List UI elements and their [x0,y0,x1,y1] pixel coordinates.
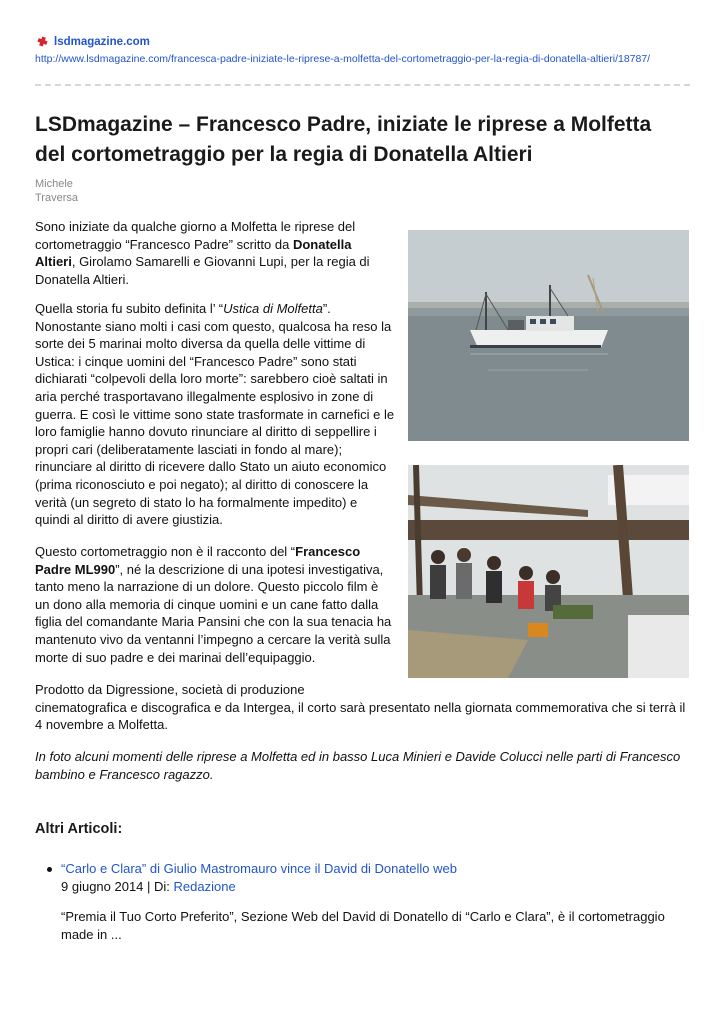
related-article-date: 9 giugno 2014 | Di: [61,878,174,894]
site-row [35,34,690,49]
related-article-author-link[interactable]: Redazione [173,878,236,894]
related-articles-list [35,860,695,943]
p4-text-b: cinematografica e discografica e da Intergea, il corto sarà presentato nella giornata commemorativa che si terrà il 4 novembre a Molfetta. [35,699,686,733]
site-header [35,34,690,66]
p1-bold-name: Donatella Altieri [35,236,352,270]
site-name-link[interactable]: lsdmagazine.com [54,35,150,48]
boat-scene [408,230,689,441]
p3-text-a: Questo cortometraggio non è il racconto del “ [35,544,296,559]
p4-text-a: Prodotto da Digressione, società di produzione [35,682,305,697]
article-title: LSDmagazine – Francesco Padre, iniziate le riprese a Molfetta del cortometraggio per la regia di Donatella Altieri [35,113,652,166]
p3-bold-boat: Francesco Padre ML990 [35,544,361,577]
p1-text-c: , Girolamo Samarelli e Giovanni Lupi, per la regia di Donatella Altieri. [35,254,370,287]
photo-fishing-boat [408,230,689,441]
p3-text-c: ”, né la descrizione di una ipotesi investigativa, tanto meno la narrazione di un dolore. Questo piccolo film è un dono alla memoria di cinque uomini e un cane fatto dalla figlia del comandante Maria Pansini che con la sua tenacia ha mantenuto vivo da ventanni l’impegno a cercare la verità sulla morte di suo padre e dei marinai dell’equipaggio. [35,561,392,665]
deck-scene [408,465,689,678]
photo-caption: In foto alcuni momenti delle riprese a Molfetta ed in basso Luca Minieri e Davide Colucci nelle parti di Francesco bambino e Francesco ragazzo. [35,749,681,782]
p2-italic-ustica: Ustica di Molfetta [223,301,323,316]
p1-text-a: Sono iniziate da qualche giorno a Molfetta le riprese del cortometraggio “Francesco Padre” scritto da [35,219,356,252]
p2-text-c: ”. Nonostante siano molti i casi com questo, qualcosa ha reso la sorte dei 5 marinai molto diversa da quella delle vittime di Ustica: i cinque uomini del “Francesco Padre” sono stati dichiarati “colpevoli della loro morte”: sarebbero cioè saltati in aria perché trasportavano illegalmente esplosivo in zone di guerra. E così le vittime sono state trasformate in carnefici e le loro famiglie hanno dovuto rinunciare al diritto di seppellire i propri cari (deliberatamente lasciati in fondo al mare); rinunciare al diritto di ricevere dallo Stato un aiuto economico (prima riconosciuto e poi negato); al diritto di conoscere la verità (un segreto di stato lo ha formalmente impedito) e quindi al diritto di avere giustizia. [35,301,395,528]
list-item [35,860,695,943]
p2-text-a: Quella storia fu subito definita l’ “ [35,301,224,316]
related-article-meta [61,878,695,896]
article-author: Michele Traversa [35,178,78,204]
paragraph-4 [35,681,695,734]
puzzle-icon [35,34,50,49]
site-url-link[interactable]: http://www.lsdmagazine.com/francesca-padre-iniziate-le-riprese-a-molfetta-del-cortometraggio-per-la-regia-di-donatella-altieri/18787/ [35,53,651,65]
bullet-icon [47,867,52,872]
paragraph-2 [35,300,395,529]
related-article-excerpt: “Premia il Tuo Corto Preferito”, Sezione Web del David di Donatello di “Carlo e Clara”, è il cortometraggio made in ... [61,909,665,942]
related-articles-heading: Altri Articoli: [35,821,123,837]
photo-filming-on-deck [408,465,689,678]
paragraph-1 [35,218,395,288]
header-divider [35,84,690,86]
paragraph-3 [35,543,395,666]
related-article-link[interactable]: “Carlo e Clara” di Giulio Mastromauro vince il David di Donatello web [61,861,457,876]
